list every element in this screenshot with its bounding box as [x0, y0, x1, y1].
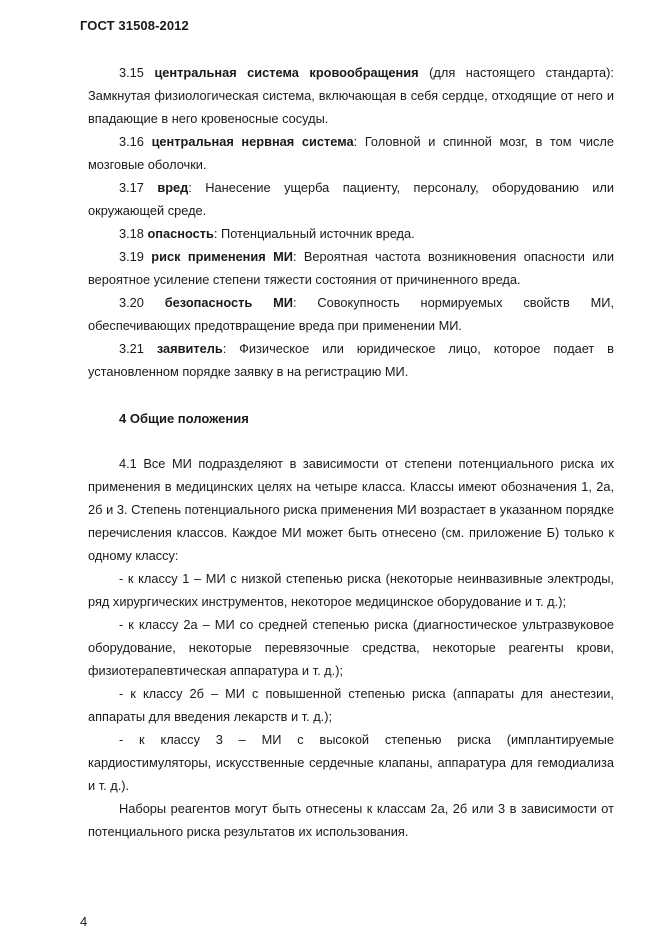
paragraph-4-1: 4.1 Все МИ подразделяют в зависимости от степени потенциального риска их применения в медицинских целях на четыре класса. Классы имеют обозначения 1, 2а, 2б и 3. Степень потенциального риска применения МИ возрастает в указанном порядке перечисления классов. Каждое МИ может быть отнесено (см. приложение Б) только к одному классу:: [88, 456, 614, 563]
definition-term: центральная нервная система: [151, 134, 354, 149]
definition-term: безопасность МИ: [164, 295, 293, 310]
definition-text: (для настоящего стандарта): Замкнутая физиологическая система, включающая в себя сердце, отходящие от него и впадающие в него кровеносные сосуды.: [88, 65, 614, 126]
paragraph-reagent-kits: Наборы реагентов могут быть отнесены к классам 2а, 2б или 3 в зависимости от потенциального риска результатов их использования.: [88, 801, 614, 839]
definition-term: риск применения МИ: [151, 249, 293, 264]
definition-3-19: [88, 245, 614, 291]
definition-text: : Вероятная частота возникновения опасности или вероятное усиление степени тяжести состояния от причиненного вреда.: [88, 249, 614, 287]
definition-number: 3.20: [119, 295, 144, 310]
definition-3-21: [88, 337, 614, 383]
definition-text: : Физическое или юридическое лицо, которое подает в установленном порядке заявку в на регистрацию МИ.: [88, 341, 614, 379]
list-item-class-1: - к классу 1 – МИ с низкой степенью риска (некоторые неинвазивные электроды, ряд хирургических инструментов, некоторое медицинское оборудование и т. д.);: [88, 571, 614, 609]
definition-number: 3.19: [119, 249, 144, 264]
definition-number: 3.17: [119, 180, 144, 195]
definition-term: заявитель: [156, 341, 223, 356]
standard-header: ГОСТ 31508-2012: [80, 18, 189, 33]
definition-text: : Головной и спинной мозг, в том числе мозговые оболочки.: [88, 134, 614, 172]
definition-number: 3.18: [119, 226, 144, 241]
page-number: 4: [80, 914, 88, 929]
definition-number: 3.21: [119, 341, 144, 356]
definition-term: опасность: [147, 226, 214, 241]
section-title: 4 Общие положения: [119, 411, 249, 426]
definition-3-20: [88, 291, 614, 337]
document-body: [88, 61, 614, 843]
definition-3-18: [88, 222, 614, 245]
definition-number: 3.15: [119, 65, 144, 80]
list-item-class-2b: - к классу 2б – МИ с повышенной степенью риска (аппараты для анестезии, аппараты для введения лекарств и т. д.);: [88, 686, 614, 724]
definition-3-16: [88, 130, 614, 176]
list-item-class-3: - к классу 3 – МИ с высокой степенью риска (имплантируемые кардиостимуляторы, искусственные сердечные клапаны, аппаратура для гемодиализа и т. д.).: [88, 732, 614, 793]
definition-text: : Совокупность нормируемых свойств МИ, обеспечивающих предотвращение вреда при применении МИ.: [88, 295, 614, 333]
definition-term: центральная система кровообращения: [154, 65, 419, 80]
list-item-class-2a: - к классу 2а – МИ со средней степенью риска (диагностическое ультразвуковое оборудование, некоторые перевязочные средства, некоторые реагенты крови, физиотерапевтическая аппаратура и т. д.);: [88, 617, 614, 678]
definition-text: : Нанесение ущерба пациенту, персоналу, оборудованию или окружающей среде.: [88, 180, 614, 218]
definition-3-15: [88, 61, 614, 130]
definition-text: : Потенциальный источник вреда.: [213, 226, 415, 241]
definition-3-17: [88, 176, 614, 222]
definition-number: 3.16: [119, 134, 144, 149]
definition-term: вред: [157, 180, 189, 195]
